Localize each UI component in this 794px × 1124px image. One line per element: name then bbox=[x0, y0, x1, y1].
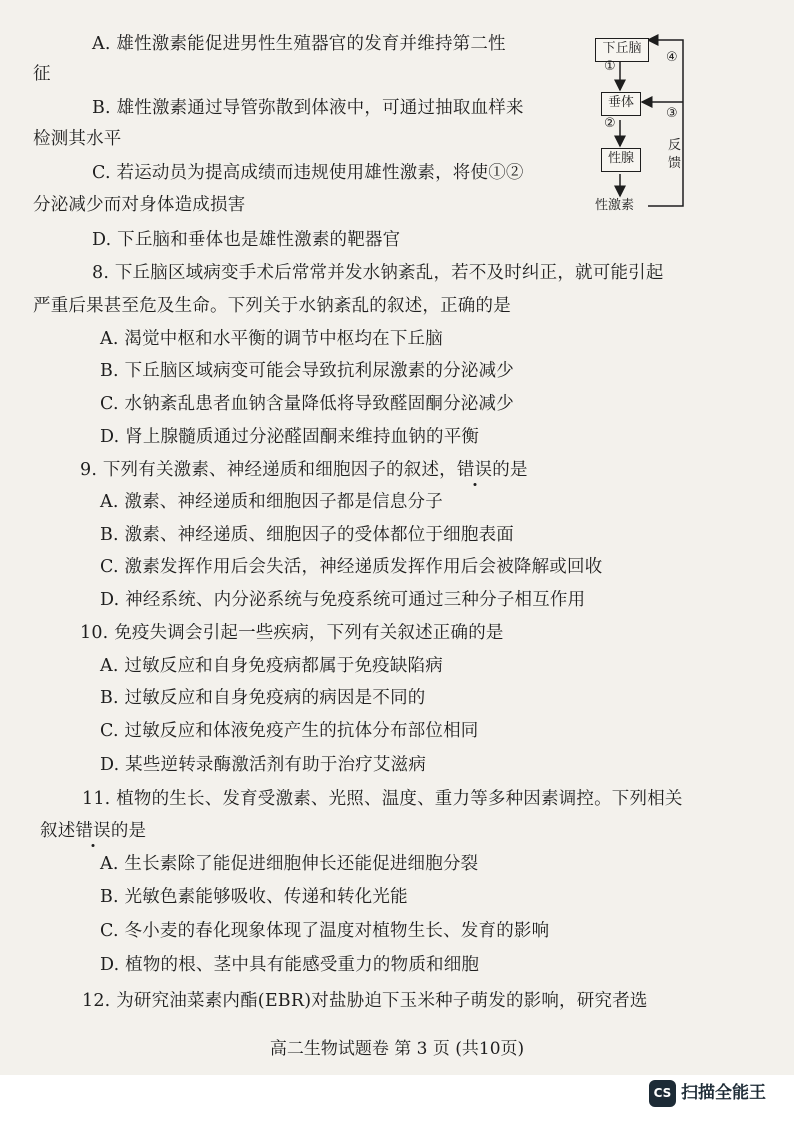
q10-option-c: C. 过敏反应和体液免疫产生的抗体分布部位相同 bbox=[100, 721, 479, 741]
q10-stem: 10. 免疫失调会引起一些疾病，下列有关叙述正确的是 bbox=[80, 623, 504, 643]
q11-stem-line2 bbox=[40, 820, 146, 842]
q11-stem-pre: 叙述 bbox=[40, 821, 76, 841]
label-1: ① bbox=[604, 59, 616, 74]
q8-option-b: B. 下丘脑区域病变可能会导致抗利尿激素的分泌减少 bbox=[100, 361, 514, 381]
label-2: ② bbox=[604, 116, 616, 131]
q9-option-b: B. 激素、神经递质、细胞因子的受体都位于细胞表面 bbox=[100, 525, 514, 545]
q7-option-c-line2: 分泌减少而对身体造成损害 bbox=[33, 195, 246, 215]
q7-option-c-line1: C. 若运动员为提高成绩而违规使用雄性激素，将使①② bbox=[92, 163, 524, 183]
q7-option-b-line1: B. 雄性激素通过导管弥散到体液中，可通过抽取血样来 bbox=[92, 98, 524, 118]
q9-stem-pre: 9. 下列有关激素、神经递质和细胞因子的叙述， bbox=[80, 460, 457, 480]
q9-stem bbox=[80, 459, 528, 481]
q9-stem-emphasis: 错误 bbox=[456, 460, 493, 480]
q9-stem-post: 的是 bbox=[492, 460, 528, 480]
q8-option-d: D. 肾上腺髓质通过分泌醛固酮来维持血钠的平衡 bbox=[100, 427, 480, 447]
q7-option-b-line2: 检测其水平 bbox=[33, 129, 122, 149]
q8-option-a: A. 渴觉中枢和水平衡的调节中枢均在下丘脑 bbox=[100, 329, 443, 349]
q9-option-c: C. 激素发挥作用后会失活，神经递质发挥作用后会被降解或回收 bbox=[100, 557, 603, 577]
camscanner-logo-icon: CS bbox=[649, 1080, 676, 1107]
q8-stem-line2: 严重后果甚至危及生命。下列关于水钠紊乱的叙述，正确的是 bbox=[33, 296, 511, 316]
q11-option-d: D. 植物的根、茎中具有能感受重力的物质和细胞 bbox=[100, 955, 480, 975]
q11-option-c: C. 冬小麦的春化现象体现了温度对植物生长、发育的影响 bbox=[100, 921, 550, 941]
label-4: ④ bbox=[666, 50, 678, 65]
q10-option-a: A. 过敏反应和自身免疫病都属于免疫缺陷病 bbox=[100, 656, 443, 676]
q8-option-c: C. 水钠紊乱患者血钠含量降低将导致醛固酮分泌减少 bbox=[100, 394, 514, 414]
q11-stem-emphasis: 错误 bbox=[75, 821, 111, 841]
q10-option-b: B. 过敏反应和自身免疫病的病因是不同的 bbox=[100, 688, 426, 708]
pituitary-box: 垂体 bbox=[601, 92, 641, 116]
q9-option-a: A. 激素、神经递质和细胞因子都是信息分子 bbox=[100, 492, 443, 512]
q11-option-b: B. 光敏色素能够吸收、传递和转化光能 bbox=[100, 887, 408, 907]
q11-stem-post: 的是 bbox=[110, 821, 147, 841]
gonad-box: 性腺 bbox=[601, 148, 641, 172]
q12-stem: 12. 为研究油菜素内酯(EBR)对盐胁迫下玉米种子萌发的影响，研究者选 bbox=[82, 991, 648, 1011]
hormone-feedback-diagram bbox=[590, 28, 700, 218]
hypothalamus-box: 下丘脑 bbox=[595, 38, 649, 62]
sex-hormone-label: 性激素 bbox=[595, 198, 635, 213]
q8-stem-line1: 8. 下丘脑区域病变手术后常常并发水钠紊乱，若不及时纠正，就可能引起 bbox=[92, 263, 664, 283]
q11-stem-line1: 11. 植物的生长、发育受激素、光照、温度、重力等多种因素调控。下列相关 bbox=[82, 789, 683, 809]
label-3: ③ bbox=[666, 106, 678, 121]
q7-option-d: D. 下丘脑和垂体也是雄性激素的靶器官 bbox=[92, 230, 401, 250]
q11-option-a: A. 生长素除了能促进细胞伸长还能促进细胞分裂 bbox=[100, 854, 479, 874]
q10-option-d: D. 某些逆转录酶激活剂有助于治疗艾滋病 bbox=[100, 755, 427, 775]
page-footer: 高二生物试题卷 第 3 页 (共10页) bbox=[269, 1039, 525, 1059]
q7-option-a-line1: A. 雄性激素能促进男性生殖器官的发育并维持第二性 bbox=[92, 34, 506, 54]
camscanner-label: 扫描全能王 bbox=[681, 1083, 766, 1103]
feedback-label-1: 反 bbox=[668, 138, 682, 153]
q7-option-a-line2: 征 bbox=[33, 64, 51, 84]
q9-option-d: D. 神经系统、内分泌系统与免疫系统可通过三种分子相互作用 bbox=[100, 590, 586, 610]
feedback-label-2: 馈 bbox=[668, 156, 682, 171]
